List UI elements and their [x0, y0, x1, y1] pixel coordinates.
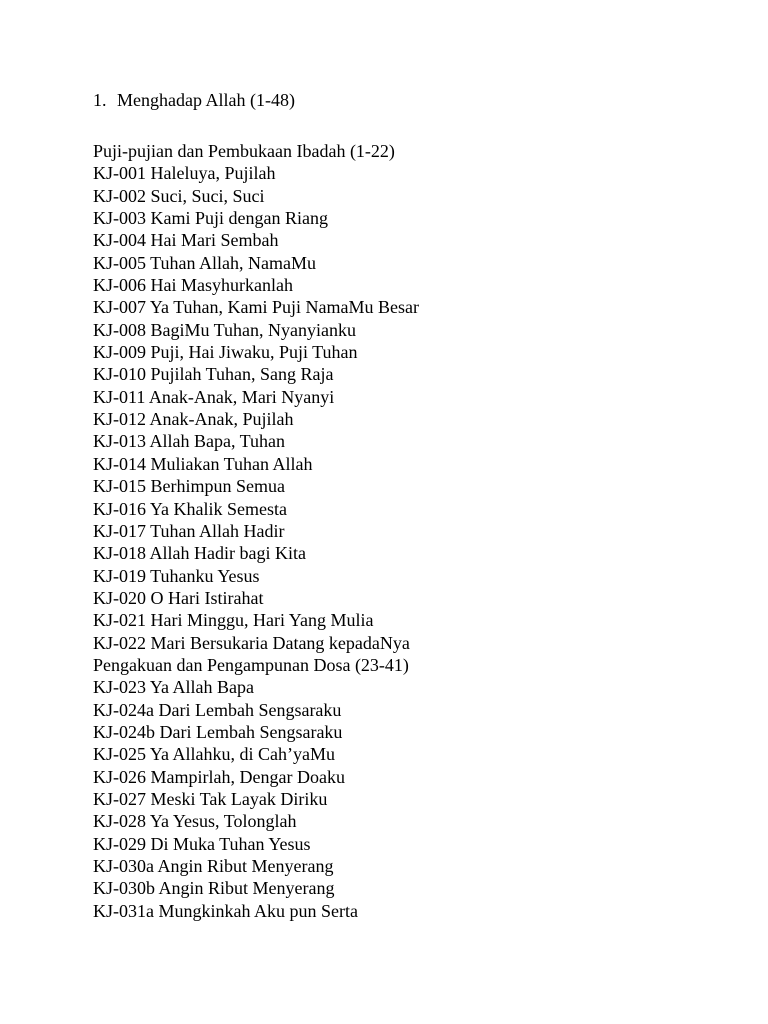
hymn-entry: KJ-016 Ya Khalik Semesta — [93, 498, 287, 519]
hymn-entry: KJ-017 Tuhan Allah Hadir — [93, 520, 285, 541]
hymn-entry: KJ-023 Ya Allah Bapa — [93, 677, 254, 698]
hymn-entry: KJ-025 Ya Allahku, di Cah’yaMu — [93, 744, 335, 765]
hymn-entry: KJ-013 Allah Bapa, Tuhan — [93, 431, 286, 452]
hymn-entry: KJ-024a Dari Lembah Sengsaraku — [93, 699, 342, 720]
hymn-entry: KJ-008 BagiMu Tuhan, Nyanyianku — [93, 319, 357, 340]
hymn-entry: KJ-005 Tuhan Allah, NamaMu — [93, 252, 317, 273]
hymn-entry: KJ-030b Angin Ribut Menyerang — [93, 878, 335, 899]
hymn-entry: KJ-031a Mungkinkah Aku pun Serta — [93, 900, 358, 921]
section-number: 1. — [93, 90, 107, 110]
section-heading — [93, 89, 295, 111]
hymn-entry: KJ-026 Mampirlah, Dengar Doaku — [93, 766, 345, 787]
hymn-entry: KJ-021 Hari Minggu, Hari Yang Mulia — [93, 610, 374, 631]
hymn-entry: KJ-003 Kami Puji dengan Riang — [93, 208, 328, 229]
hymn-entry: KJ-020 O Hari Istirahat — [93, 587, 264, 608]
hymn-entry: KJ-028 Ya Yesus, Tolonglah — [93, 811, 297, 832]
hymn-entry: KJ-010 Pujilah Tuhan, Sang Raja — [93, 364, 334, 385]
hymn-entry: KJ-011 Anak-Anak, Mari Nyanyi — [93, 386, 335, 407]
hymn-entry: KJ-014 Muliakan Tuhan Allah — [93, 453, 313, 474]
hymn-entry: KJ-007 Ya Tuhan, Kami Puji NamaMu Besar — [93, 297, 420, 318]
hymn-entry: KJ-022 Mari Bersukaria Datang kepadaNya — [93, 632, 410, 653]
hymn-entry: KJ-019 Tuhanku Yesus — [93, 565, 260, 586]
hymn-entry: KJ-002 Suci, Suci, Suci — [93, 185, 265, 206]
hymn-entry: KJ-009 Puji, Hai Jiwaku, Puji Tuhan — [93, 342, 358, 363]
subsection-heading: Pengakuan dan Pengampunan Dosa (23-41) — [93, 654, 409, 675]
hymn-entry: KJ-004 Hai Mari Sembah — [93, 230, 279, 251]
hymn-entry: KJ-030a Angin Ribut Menyerang — [93, 856, 334, 876]
hymn-list — [93, 140, 419, 922]
hymn-entry: KJ-006 Hai Masyhurkanlah — [93, 275, 293, 296]
hymn-entry: KJ-024b Dari Lembah Sengsaraku — [93, 721, 343, 742]
hymn-entry: KJ-018 Allah Hadir bagi Kita — [93, 543, 306, 564]
section-title: Menghadap Allah (1-48) — [117, 90, 295, 110]
hymn-entry: KJ-027 Meski Tak Layak Diriku — [93, 788, 328, 809]
subsection-heading: Puji-pujian dan Pembukaan Ibadah (1-22) — [93, 141, 395, 161]
hymn-entry: KJ-001 Haleluya, Pujilah — [93, 163, 276, 184]
hymn-entry: KJ-015 Berhimpun Semua — [93, 476, 285, 497]
hymn-entry: KJ-012 Anak-Anak, Pujilah — [93, 409, 294, 430]
hymn-entry: KJ-029 Di Muka Tuhan Yesus — [93, 833, 311, 854]
